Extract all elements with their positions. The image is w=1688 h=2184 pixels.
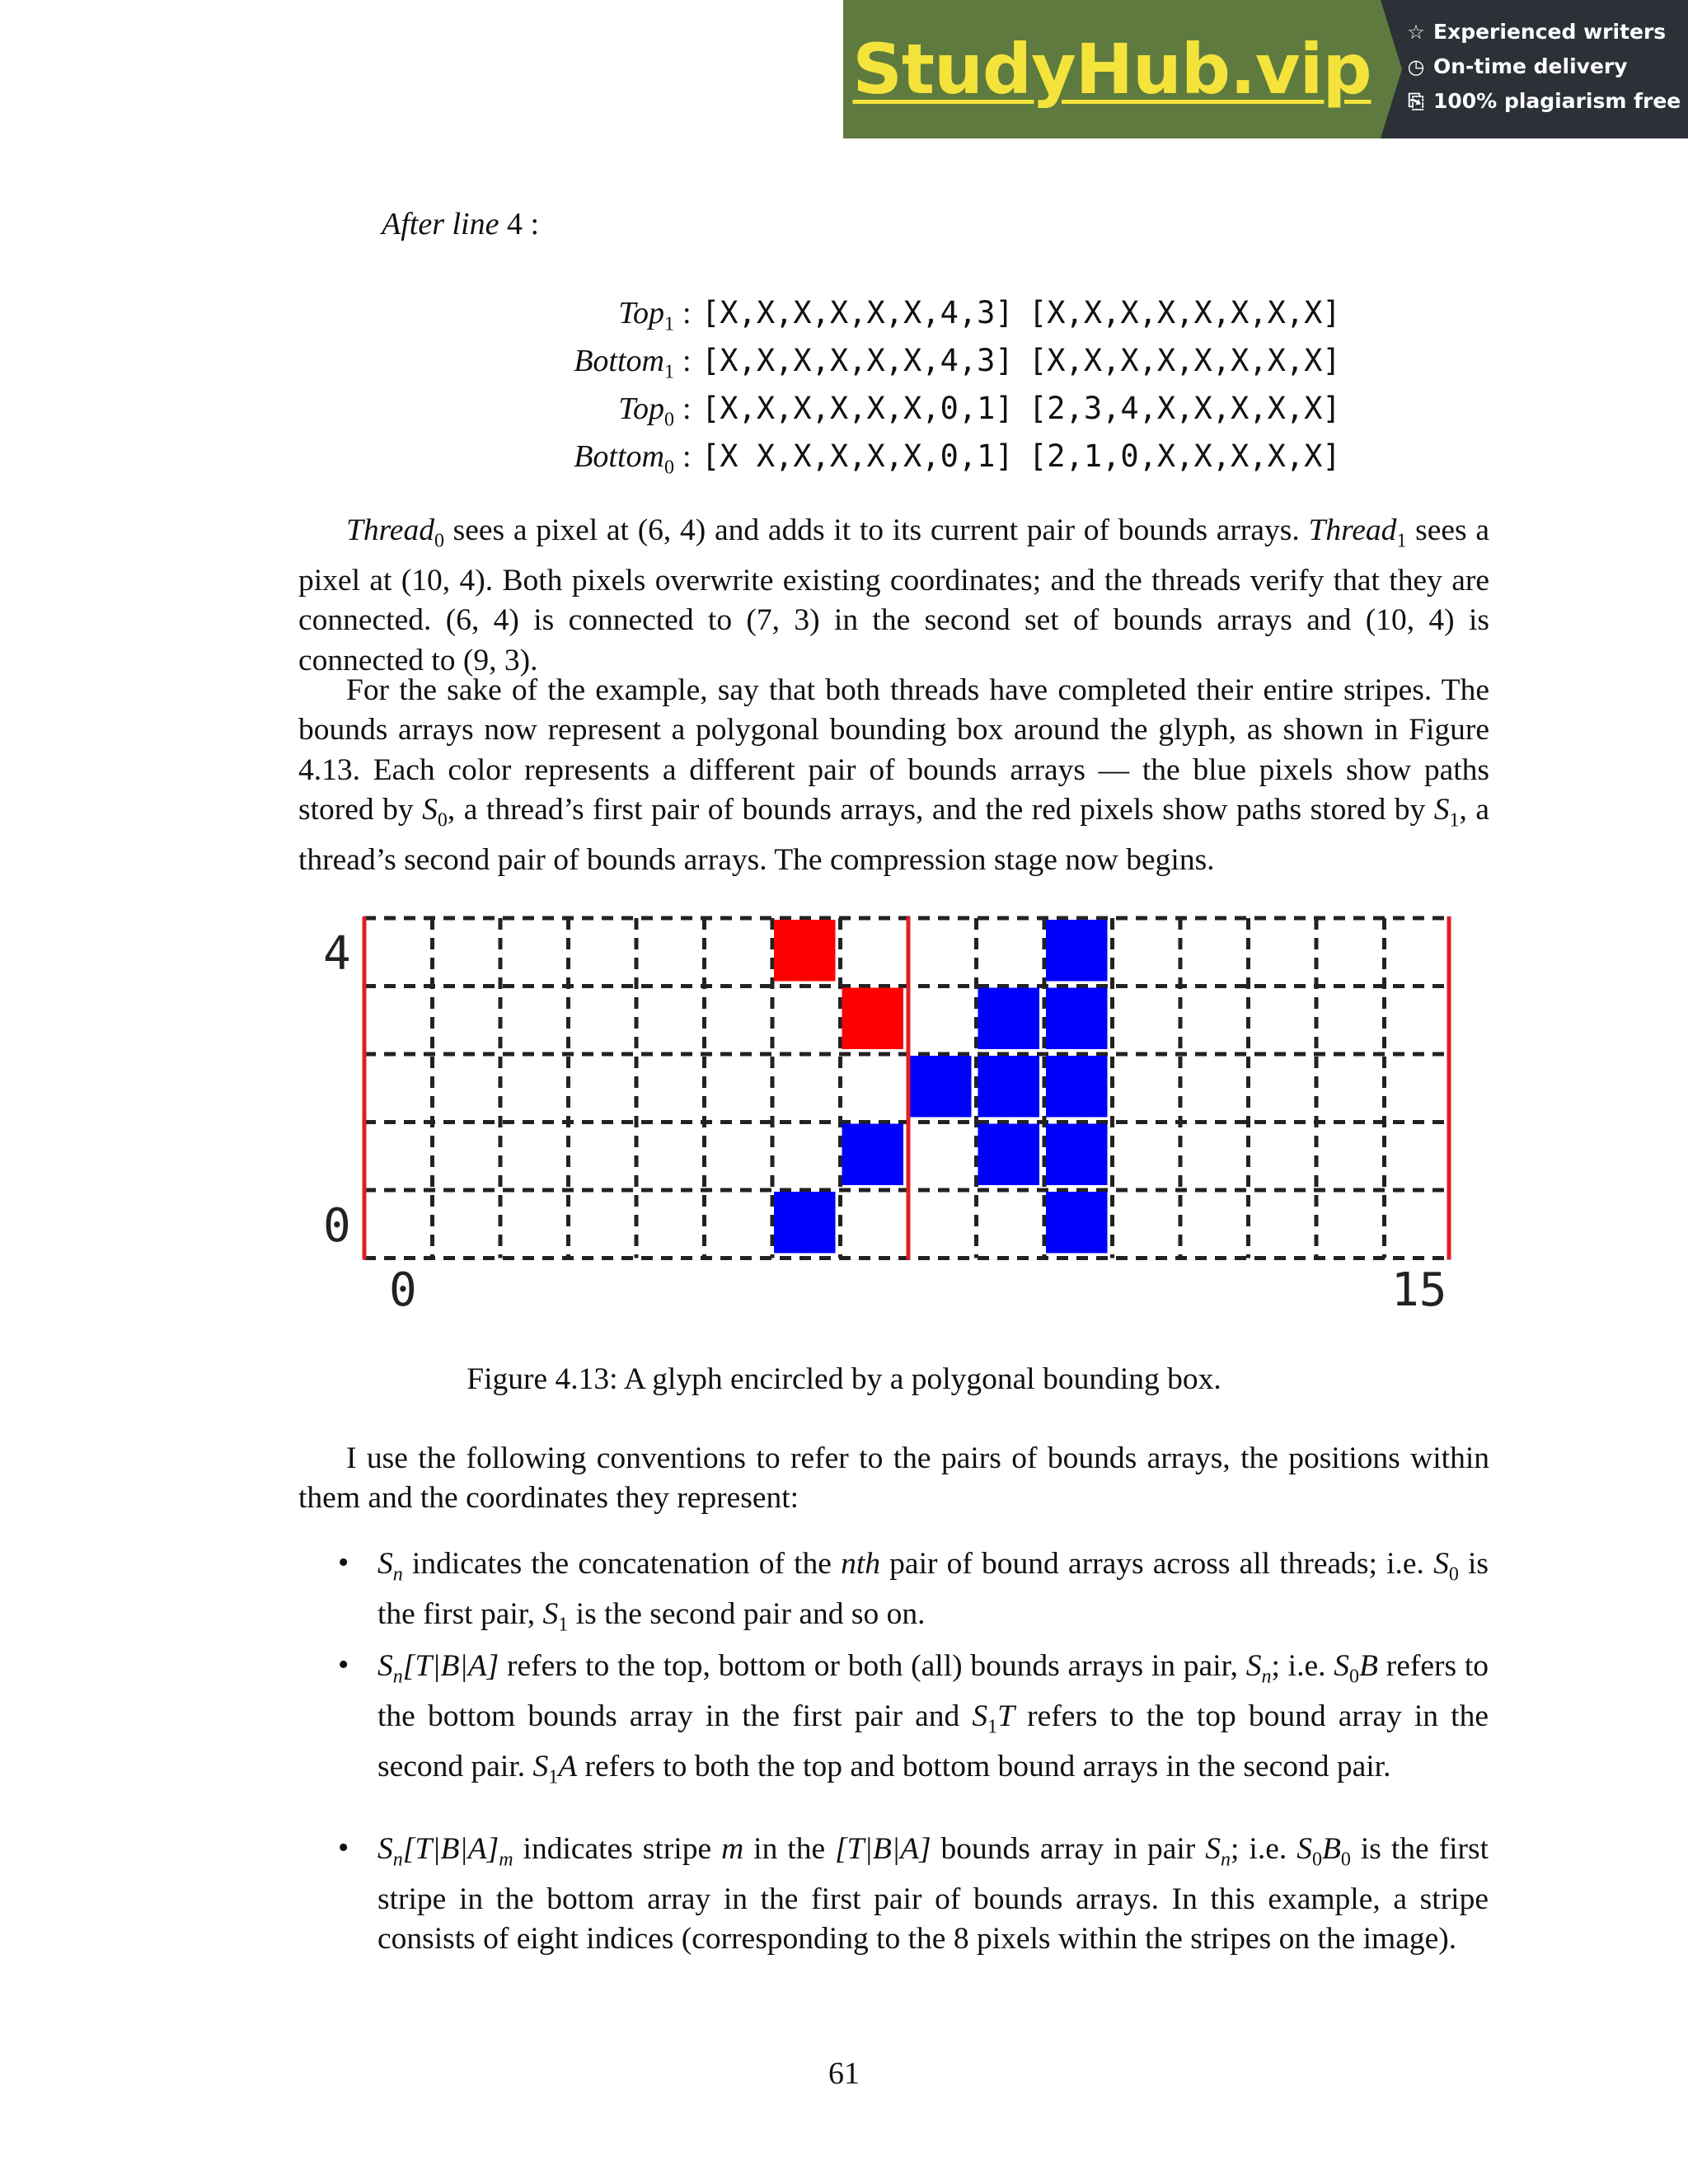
feature-text: Experienced writers <box>1433 20 1667 44</box>
array-stripe-b: [X,X,X,X,X,X,X,X] <box>1029 295 1341 330</box>
paragraph-text: sees a pixel at (10, 4). Both pixels overwrite existing coordinates; and the threads verify that they are connected. (6, 4) is connected to (7, 3) in the second set of bounds arrays and (10, 4) is connected to (9, 3). <box>298 513 1489 677</box>
page-number: 61 <box>828 2056 860 2091</box>
list-item-text: $S_n$ indicates the concatenation of the nth pair of bound arrays across all threads; i.e. $S_0$ is the first pair, $S_1$ is the second pair and so on. <box>377 1547 1489 1636</box>
y-axis-bottom-label: 0 <box>323 1199 351 1253</box>
list-item-text: $S_n[T|B|A]_m$ indicates stripe m in the [T|B|A] bounds array in pair $S_n$; i.e. $S_0B_0$ is the first stripe in the bottom array in the first pair of bounds arrays. In this example, a stripe consists of eight indices (corresponding to the 8 pixels within the stripes on the image). <box>377 1832 1489 1957</box>
glyph-pixel-blue <box>842 1124 904 1186</box>
x-axis-right-label: 15 <box>1391 1263 1447 1317</box>
feature-on-time-delivery <box>843 54 1628 78</box>
feature-experienced-writers <box>843 20 1666 44</box>
glyph-figure <box>313 902 1467 1339</box>
bullet-dot: • <box>338 1830 349 1865</box>
paragraph-text: sees a pixel at (6, 4) and adds it to its current pair of bounds arrays. <box>443 513 1309 547</box>
feature-plagiarism-free <box>843 89 1681 113</box>
bullet-dot: • <box>338 1545 349 1580</box>
glyph-grid-svg <box>313 902 1467 1339</box>
paragraph-text: For the sake of the example, say that both threads have completed their entire stripes. The bounds arrays now represent a polygonal bounding box around the glyph, as shown in Figure 4.13. Each color represents a different pair of bounds arrays — the blue pixels show paths stored by <box>298 673 1489 827</box>
subscript: 1 <box>1396 530 1407 552</box>
star-outline-icon: ☆ <box>1407 20 1425 44</box>
subscript: 1 <box>1449 809 1460 832</box>
paragraph-conventions: I use the following conventions to refer to the pairs of bounds arrays, the positions within them and the coordinates they represent: <box>298 1441 1489 1516</box>
array-label: Top$_1$ <box>618 296 674 335</box>
glyph-pixel-red <box>842 988 904 1050</box>
array-colon: : <box>682 439 692 474</box>
after-line-word: After line <box>382 207 499 241</box>
paragraph-bounding-box <box>298 671 1489 881</box>
paragraph-text: , a thread’s second pair of bounds arrays. The compression stage now begins. <box>298 793 1489 878</box>
glyph-pixel-blue <box>978 1056 1040 1118</box>
s-term: S <box>422 793 438 827</box>
glyph-pixel-blue <box>1046 1124 1108 1186</box>
array-label: Bottom$_1$ <box>574 344 674 383</box>
list-item-text: $S_n[T|B|A]$ refers to the top, bottom or both (all) bounds arrays in pair, $S_n$; i.e. $S_0B$ refers to the bottom bounds array in the first pair and $S_1T$ refers to the top bound array in the second pair. $S_1A$ refers to both the top and bottom bound arrays in the second pair. <box>377 1649 1489 1788</box>
array-stripe-b: [X,X,X,X,X,X,X,X] <box>1029 343 1341 378</box>
y-axis-top-label: 4 <box>323 927 351 981</box>
subscript: 0 <box>437 809 448 832</box>
glyph-pixel-blue <box>910 1056 972 1118</box>
glyph-pixel-blue <box>1046 1056 1108 1118</box>
array-stripe-a: [X,X,X,X,X,X,4,3] <box>701 295 1014 330</box>
array-colon: : <box>682 296 692 330</box>
array-colon: : <box>682 391 692 426</box>
x-axis-left-label: 0 <box>389 1263 417 1317</box>
studyhub-logo[interactable]: StudyHub.vip <box>852 29 1372 110</box>
glyph-pixel-blue <box>1046 1192 1108 1254</box>
s-term: S <box>1433 793 1450 827</box>
array-stripe-a: [X X,X,X,X,X,0,1] <box>701 438 1014 474</box>
glyph-pixel-blue <box>774 1192 836 1254</box>
figure-caption: Figure 4.13: A glyph encircled by a polygonal bounding box. <box>467 1362 1221 1396</box>
thread1-term: Thread <box>1308 513 1397 547</box>
array-stripe-b: [2,1,0,X,X,X,X,X] <box>1029 438 1341 474</box>
paragraph-text: , a thread’s first pair of bounds arrays, and the red pixels show paths stored by <box>447 793 1434 827</box>
array-label: Top$_0$ <box>618 391 674 431</box>
bullet-dot: • <box>338 1647 349 1682</box>
array-stripe-a: [X,X,X,X,X,X,4,3] <box>701 343 1014 378</box>
clock-icon: ◷ <box>1407 54 1425 78</box>
feature-text: 100% plagiarism free <box>1433 89 1681 113</box>
glyph-pixel-red <box>774 920 836 982</box>
copy-icon: ⎘ <box>1408 89 1424 113</box>
glyph-pixel-blue <box>978 1124 1040 1186</box>
array-label: Bottom$_0$ <box>574 439 674 479</box>
subscript: 0 <box>434 530 444 552</box>
glyph-pixel-blue <box>1046 988 1108 1050</box>
glyph-pixel-blue <box>1046 920 1108 982</box>
array-stripe-b: [2,3,4,X,X,X,X,X] <box>1029 391 1341 426</box>
studyhub-banner[interactable] <box>843 0 1688 138</box>
glyph-pixel-blue <box>978 988 1040 1050</box>
array-stripe-a: [X,X,X,X,X,X,0,1] <box>701 391 1014 426</box>
after-line-heading <box>382 206 539 242</box>
thread0-term: Thread <box>346 513 434 547</box>
feature-text: On-time delivery <box>1433 54 1628 78</box>
paragraph-threads <box>298 511 1489 681</box>
after-line-number: 4 : <box>506 207 540 241</box>
array-colon: : <box>682 344 692 378</box>
